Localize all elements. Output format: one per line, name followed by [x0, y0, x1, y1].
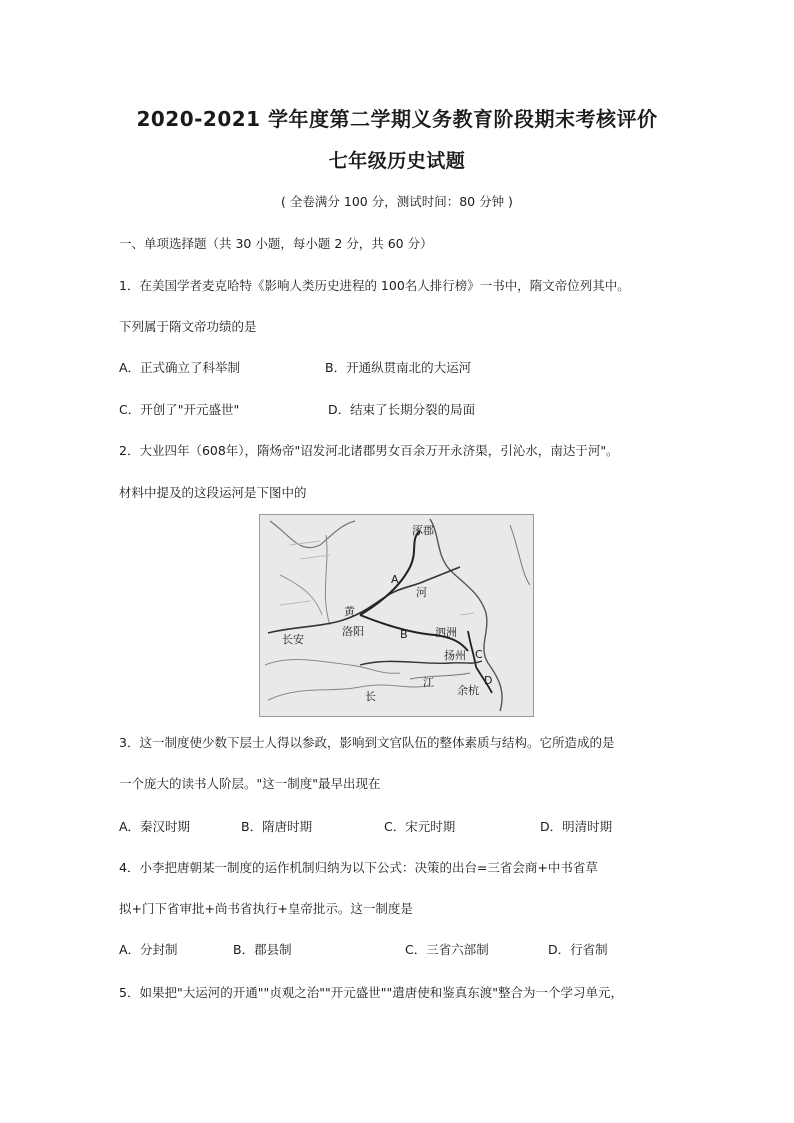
question-5-line-1: 5．如果把"大运河的开通""贞观之治""开元盛世""遣唐使和鉴真东渡"整合为一个学习单元， [119, 985, 623, 1000]
question-3-option-d: D．明清时期 [540, 819, 613, 834]
map-label-yuhang: 余杭 [457, 684, 479, 697]
exam-subtitle: 七年级历史试题 [328, 150, 466, 172]
question-2-line-2: 材料中提及的这段运河是下图中的 [119, 485, 307, 500]
question-3-line-1: 3．这一制度使少数下层士人得以参政，影响到文官队伍的整体素质与结构。它所造成的是 [119, 735, 615, 750]
map-label-a: A [391, 573, 399, 586]
map-label-changan: 长安 [282, 633, 304, 646]
exam-title: 2020-2021 学年度第二学期义务教育阶段期末考核评价 [136, 107, 658, 131]
question-4-option-c: C．三省六部制 [405, 942, 489, 957]
question-4-option-a: A．分封制 [119, 942, 178, 957]
map-label-d: D [484, 674, 493, 687]
section-heading: 一、单项选择题（共 30 小题，每小题 2 分，共 60 分） [119, 236, 433, 251]
question-1-line-2: 下列属于隋文帝功绩的是 [119, 319, 257, 334]
question-1-option-a: A．正式确立了科举制 [119, 360, 241, 375]
question-4-line-1: 4．小李把唐朝某一制度的运作机制归纳为以下公式：决策的出台=三省会商+中书省草 [119, 860, 598, 875]
question-1-option-c: C．开创了"开元盛世" [119, 402, 240, 417]
question-1-line-1: 1．在美国学者麦克哈特《影响人类历史进程的 100名人排行榜》一书中，隋文帝位列其中。 [119, 278, 630, 293]
map-label-zhuojun: 涿郡 [412, 524, 434, 537]
question-3-option-a: A．秦汉时期 [119, 819, 191, 834]
question-2-line-1: 2．大业四年（608年），隋炀帝"诏发河北诸郡男女百余万开永济渠，引沁水，南达于河"。 [119, 443, 619, 458]
question-1-option-d: D．结束了长期分裂的局面 [328, 402, 476, 417]
exam-note: ( 全卷满分 100 分，测试时间：80 分钟 ) [281, 194, 513, 209]
question-4-line-2: 拟+门下省审批+尚书省执行+皇帝批示。这一制度是 [119, 901, 413, 916]
map-label-jiang: 江 [423, 676, 434, 689]
map-label-chang: 长 [365, 690, 376, 703]
map-label-sizhou: 泗洲 [435, 626, 457, 639]
question-3-line-2: 一个庞大的读书人阶层。"这一制度"最早出现在 [119, 776, 381, 791]
canal-map-drawing [260, 515, 534, 717]
question-3-option-c: C．宋元时期 [384, 819, 456, 834]
map-label-huang: 黄 [344, 605, 355, 618]
map-label-c: C [475, 648, 483, 661]
question-4-option-b: B．郡县制 [233, 942, 292, 957]
map-label-he: 河 [416, 586, 427, 599]
canal-map [259, 514, 534, 717]
question-1-option-b: B．开通纵贯南北的大运河 [325, 360, 472, 375]
map-label-b: B [400, 628, 408, 641]
question-4-option-d: D．行省制 [548, 942, 608, 957]
question-3-option-b: B．隋唐时期 [241, 819, 313, 834]
map-label-yangzhou: 扬州 [444, 649, 466, 662]
map-label-luoyang: 洛阳 [342, 625, 364, 638]
